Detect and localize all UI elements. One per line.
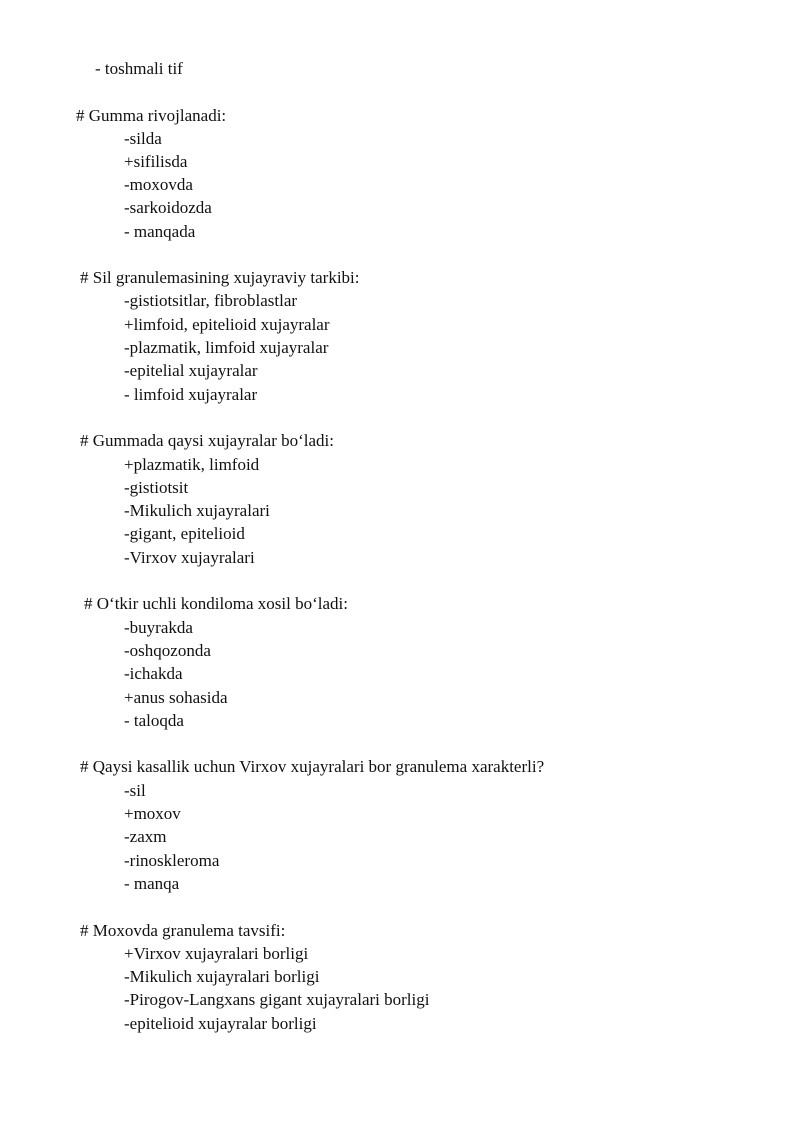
answer-option: -sarkoidozda [124,198,212,217]
question-heading: # Qaysi kasallik uchun Virxov xujayralari bor granulema xarakterli? [80,757,545,776]
answer-option: -silda [124,129,162,148]
answer-option: -gistiotsit [124,478,189,497]
question-heading: # Gummada qaysi xujayralar bo‘ladi: [80,431,334,450]
answer-option: -gigant, epitelioid [124,524,245,543]
question-heading: # Sil granulemasining xujayraviy tarkibi: [80,268,360,287]
answer-option: +limfoid, epitelioid xujayralar [124,315,330,334]
answer-option: -epitelial xujayralar [124,361,258,380]
answer-option: +sifilisda [124,152,188,171]
answer-option: -Virxov xujayralari [124,548,255,567]
answer-option: -epitelioid xujayralar borligi [124,1014,317,1033]
question-heading: # Moxovda granulema tavsifi: [80,921,286,940]
answer-option: -buyrakda [124,618,193,637]
answer-option: -sil [124,781,146,800]
question-heading: # O‘tkir uchli kondiloma xosil bo‘ladi: [84,594,348,613]
intro-line: - toshmali tif [95,59,183,78]
answer-option: -gistiotsitlar, fibroblastlar [124,291,298,310]
answer-option: +moxov [124,804,181,823]
answer-option: -oshqozonda [124,641,211,660]
answer-option: - limfoid xujayralar [124,385,258,404]
answer-option: +Virxov xujayralari borligi [124,944,309,963]
answer-option: -Pirogov-Langxans gigant xujayralari borligi [124,990,430,1009]
answer-option: +plazmatik, limfoid [124,455,260,474]
answer-option: - manqada [124,222,196,241]
question-heading: # Gumma rivojlanadi: [76,106,227,125]
answer-option: -moxovda [124,175,193,194]
answer-option: - taloqda [124,711,184,730]
answer-option: -Mikulich xujayralari [124,501,270,520]
answer-option: - manqa [124,874,180,893]
answer-option: -plazmatik, limfoid xujayralar [124,338,329,357]
answer-option: +anus sohasida [124,688,228,707]
answer-option: -zaxm [124,827,167,846]
answer-option: -ichakda [124,664,183,683]
answer-option: -Mikulich xujayralari borligi [124,967,320,986]
answer-option: -rinoskleroma [124,851,220,870]
